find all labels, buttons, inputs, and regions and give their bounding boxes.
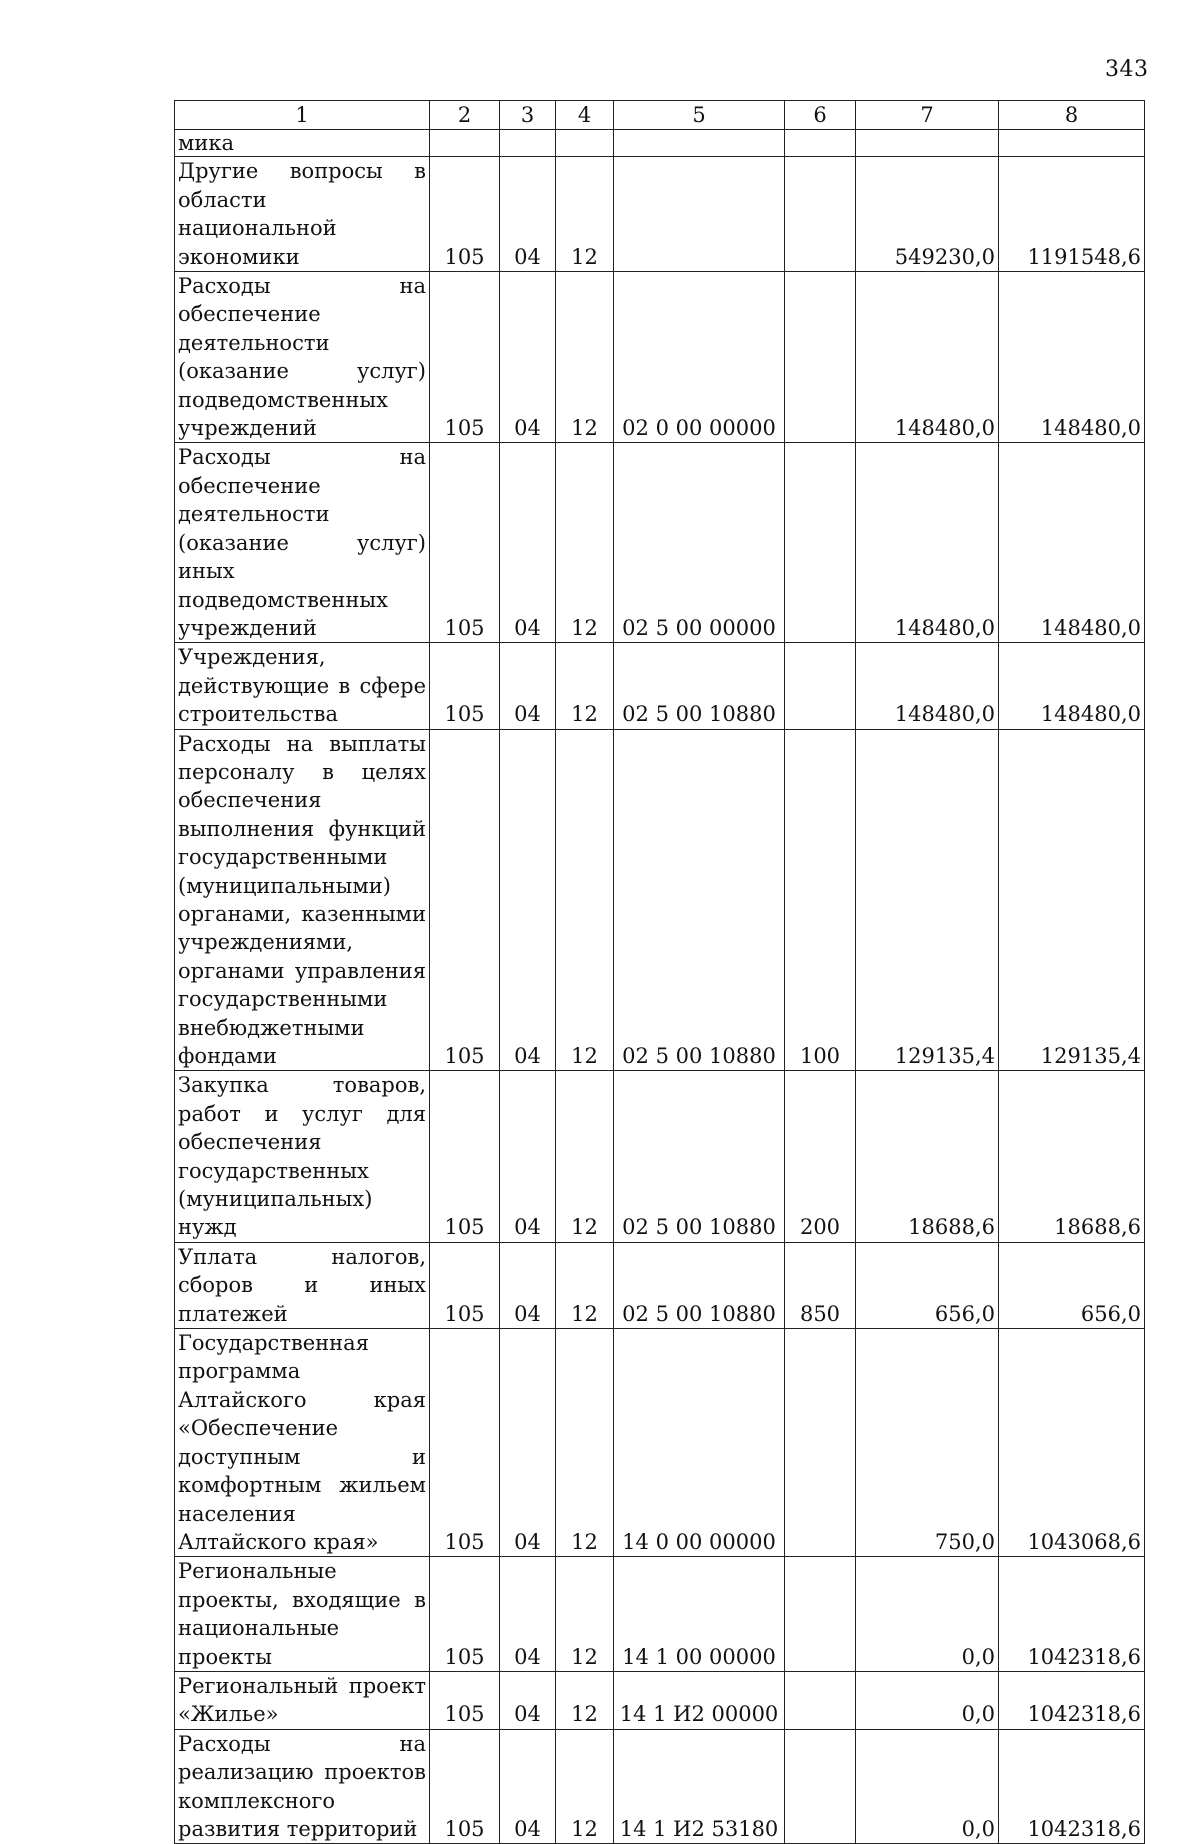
cell-c4: 12 — [556, 729, 614, 1071]
cell-c8: 129135,4 — [999, 729, 1145, 1071]
cell-c2: 105 — [430, 643, 500, 729]
column-header: 5 — [614, 101, 785, 130]
cell-c5: 02 5 00 10880 — [614, 1071, 785, 1242]
page-number: 343 — [1105, 57, 1149, 82]
cell-c2: 105 — [430, 157, 500, 272]
cell-c6: 850 — [785, 1242, 856, 1328]
cell-c4: 12 — [556, 1557, 614, 1672]
cell-c4: 12 — [556, 443, 614, 643]
table-row — [175, 1242, 1145, 1328]
table-row — [175, 1671, 1145, 1729]
cell-c4: 12 — [556, 272, 614, 443]
cell-c7: 18688,6 — [856, 1071, 999, 1242]
cell-c8: 1191548,6 — [999, 157, 1145, 272]
cell-c3: 04 — [500, 1671, 556, 1729]
cell-c4: 12 — [556, 1329, 614, 1557]
cell-c2: 105 — [430, 1729, 500, 1844]
cell-c4: 12 — [556, 157, 614, 272]
cell-c6 — [785, 1671, 856, 1729]
cell-c3: 04 — [500, 443, 556, 643]
column-header: 2 — [430, 101, 500, 130]
row-name: Региональные проекты, входящие в национальные проекты — [175, 1557, 430, 1672]
table-row — [175, 157, 1145, 272]
cell-c6 — [785, 443, 856, 643]
row-name: Расходы на выплаты персоналу в целях обеспечения выполнения функций государственными (муниципальными) органами, казенными учреждениями, органами управления государственными внебюджетными фондами — [175, 729, 430, 1071]
cell-c2: 105 — [430, 1071, 500, 1242]
cell-c7: 148480,0 — [856, 443, 999, 643]
cell-c3: 04 — [500, 1242, 556, 1328]
table-row — [175, 1729, 1145, 1844]
column-header: 3 — [500, 101, 556, 130]
table-row — [175, 1557, 1145, 1672]
cell-c3: 04 — [500, 729, 556, 1071]
cell-c2: 105 — [430, 729, 500, 1071]
cell-c6 — [785, 1329, 856, 1557]
cell-c4: 12 — [556, 1071, 614, 1242]
cell-c7: 129135,4 — [856, 729, 999, 1071]
cell-c6 — [785, 1729, 856, 1844]
cell-c5: 02 5 00 10880 — [614, 643, 785, 729]
table-row — [175, 443, 1145, 643]
cell-c6 — [785, 643, 856, 729]
cell-c2: 105 — [430, 1671, 500, 1729]
cell-c7: 148480,0 — [856, 643, 999, 729]
cell-c6 — [785, 272, 856, 443]
cell-c7: 148480,0 — [856, 272, 999, 443]
header-row — [175, 101, 1145, 130]
cell-c5: 02 5 00 00000 — [614, 443, 785, 643]
table-row — [175, 729, 1145, 1071]
cell-c7: 750,0 — [856, 1329, 999, 1557]
table-row — [175, 1071, 1145, 1242]
cell-c7: 0,0 — [856, 1671, 999, 1729]
table-row — [175, 272, 1145, 443]
table-row — [175, 1329, 1145, 1557]
cell-c3: 04 — [500, 1729, 556, 1844]
cell-c3: 04 — [500, 1557, 556, 1672]
row-name: Учреждения, действующие в сфере строительства — [175, 643, 430, 729]
cell-c2: 105 — [430, 272, 500, 443]
row-name: Расходы на реализацию проектов комплексного развития территорий — [175, 1729, 430, 1844]
cell-c4: 12 — [556, 1671, 614, 1729]
cell-c8: 656,0 — [999, 1242, 1145, 1328]
cell-c6 — [785, 1557, 856, 1672]
table-row — [175, 130, 1145, 157]
cell-c5 — [614, 157, 785, 272]
column-header: 6 — [785, 101, 856, 130]
row-name: Государственная программа Алтайского края «Обеспечение доступным и комфортным жильем населения Алтайского края» — [175, 1329, 430, 1557]
cell-c8: 148480,0 — [999, 643, 1145, 729]
cell-c6: 200 — [785, 1071, 856, 1242]
cell-c2: 105 — [430, 443, 500, 643]
cell-c8: 148480,0 — [999, 272, 1145, 443]
row-name: Закупка товаров, работ и услуг для обеспечения государственных (муниципальных) нужд — [175, 1071, 430, 1242]
cell-c7: 549230,0 — [856, 157, 999, 272]
cell-c5: 14 1 И2 00000 — [614, 1671, 785, 1729]
cell-c2: 105 — [430, 1557, 500, 1672]
row-name: Региональный проект «Жилье» — [175, 1671, 430, 1729]
cell-c5: 14 1 И2 53180 — [614, 1729, 785, 1844]
cell-c4: 12 — [556, 1242, 614, 1328]
cell-c6: 100 — [785, 729, 856, 1071]
cell-c7: 0,0 — [856, 1557, 999, 1672]
cell-c7 — [856, 130, 999, 157]
cell-c8: 18688,6 — [999, 1071, 1145, 1242]
cell-c2: 105 — [430, 1242, 500, 1328]
cell-c2: 105 — [430, 1329, 500, 1557]
cell-c8: 148480,0 — [999, 443, 1145, 643]
row-name: Другие вопросы в области национальной экономики — [175, 157, 430, 272]
cell-c5 — [614, 130, 785, 157]
cell-c8: 1042318,6 — [999, 1729, 1145, 1844]
cell-c8: 1042318,6 — [999, 1557, 1145, 1672]
cell-c4: 12 — [556, 643, 614, 729]
cell-c5: 14 0 00 00000 — [614, 1329, 785, 1557]
row-name: Уплата налогов, сборов и иных платежей — [175, 1242, 430, 1328]
cell-c8: 1042318,6 — [999, 1671, 1145, 1729]
row-name: Расходы на обеспечение деятельности (оказание услуг) иных подведомственных учреждений — [175, 443, 430, 643]
cell-c3: 04 — [500, 157, 556, 272]
cell-c6 — [785, 157, 856, 272]
cell-c3: 04 — [500, 1071, 556, 1242]
cell-c5: 02 5 00 10880 — [614, 1242, 785, 1328]
cell-c2 — [430, 130, 500, 157]
cell-c4: 12 — [556, 1729, 614, 1844]
cell-c3: 04 — [500, 643, 556, 729]
cell-c8 — [999, 130, 1145, 157]
budget-table — [174, 100, 1145, 1844]
column-header: 1 — [175, 101, 430, 130]
cell-c6 — [785, 130, 856, 157]
row-name: мика — [175, 130, 430, 157]
cell-c3 — [500, 130, 556, 157]
column-header: 7 — [856, 101, 999, 130]
cell-c5: 14 1 00 00000 — [614, 1557, 785, 1672]
cell-c4 — [556, 130, 614, 157]
cell-c3: 04 — [500, 272, 556, 443]
cell-c3: 04 — [500, 1329, 556, 1557]
cell-c5: 02 0 00 00000 — [614, 272, 785, 443]
column-header: 4 — [556, 101, 614, 130]
row-name: Расходы на обеспечение деятельности (оказание услуг) подведомственных учреждений — [175, 272, 430, 443]
column-header: 8 — [999, 101, 1145, 130]
cell-c8: 1043068,6 — [999, 1329, 1145, 1557]
cell-c7: 0,0 — [856, 1729, 999, 1844]
cell-c5: 02 5 00 10880 — [614, 729, 785, 1071]
table-row — [175, 643, 1145, 729]
cell-c7: 656,0 — [856, 1242, 999, 1328]
